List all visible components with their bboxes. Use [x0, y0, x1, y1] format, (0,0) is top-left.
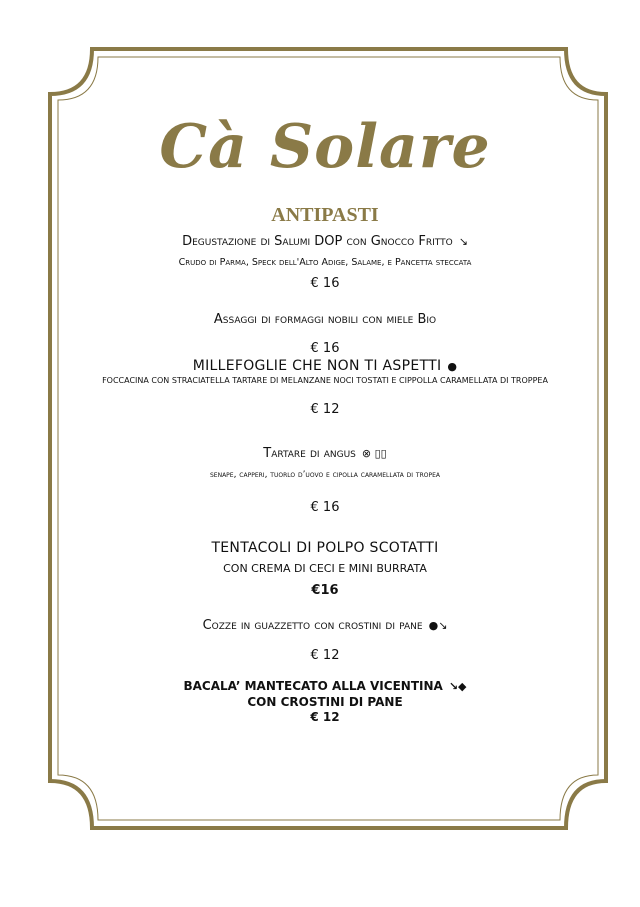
menu-item-name: TENTACOLI DI POLPO SCOTATTI	[211, 540, 439, 556]
leaf-icon: ●	[447, 360, 458, 373]
section-title: ANTIPASTI	[271, 204, 379, 226]
shell-icon: ●↘	[428, 619, 448, 632]
menu-item-price: € 16	[310, 500, 340, 515]
menu-item-price: € 12	[310, 648, 340, 663]
menu-item-description: FOCCACINA CON STRACIATELLA TARTARE DI MELANZANE NOCI TOSTATI E CIPPOLLA CARAMELLATA DI TROPPEA	[102, 376, 548, 385]
menu-item-name: Tartare di angus ⊗ ▯▯	[263, 446, 387, 461]
menu-item-price: € 16	[310, 341, 340, 356]
menu-item-price: € 16	[310, 276, 340, 291]
menu-item-description: CON CREMA DI CECI E MINI BURRATA	[223, 562, 427, 575]
menu-item-price: € 12	[310, 402, 340, 417]
restaurant-name: Cà Solare	[159, 112, 491, 182]
menu-item-name: Assaggi di formaggi nobili con miele Bio	[213, 312, 437, 327]
menu-item-description: CON CROSTINI DI PANE	[247, 695, 403, 709]
menu-item-name: BACALA’ MANTECATO ALLA VICENTINA ↘◆	[183, 679, 467, 693]
feather-icon: ↘	[458, 235, 468, 248]
menu-item-description: senape, capperi, tuorlo d’uovo e cipolla caramellata di tropea	[209, 470, 441, 480]
menu-item-name: Cozze in guazzetto con crostini di pane ●↘	[202, 618, 448, 633]
menu-item-name: Degustazione di Salumi DOP con Gnocco Fritto ↘	[182, 234, 468, 249]
symbol-icon: ⊗ ▯▯	[361, 447, 387, 460]
fish-icon: ↘◆	[448, 680, 467, 693]
menu-item-name: MILLEFOGLIE CHE NON TI ASPETTI ●	[192, 358, 458, 374]
menu-item-price: € 12	[310, 710, 340, 724]
menu-item-description: Crudo di Parma, Speck dell'Alto Adige, Salame, e Pancetta steccata	[178, 257, 472, 268]
menu-item-price: €16	[311, 583, 339, 598]
